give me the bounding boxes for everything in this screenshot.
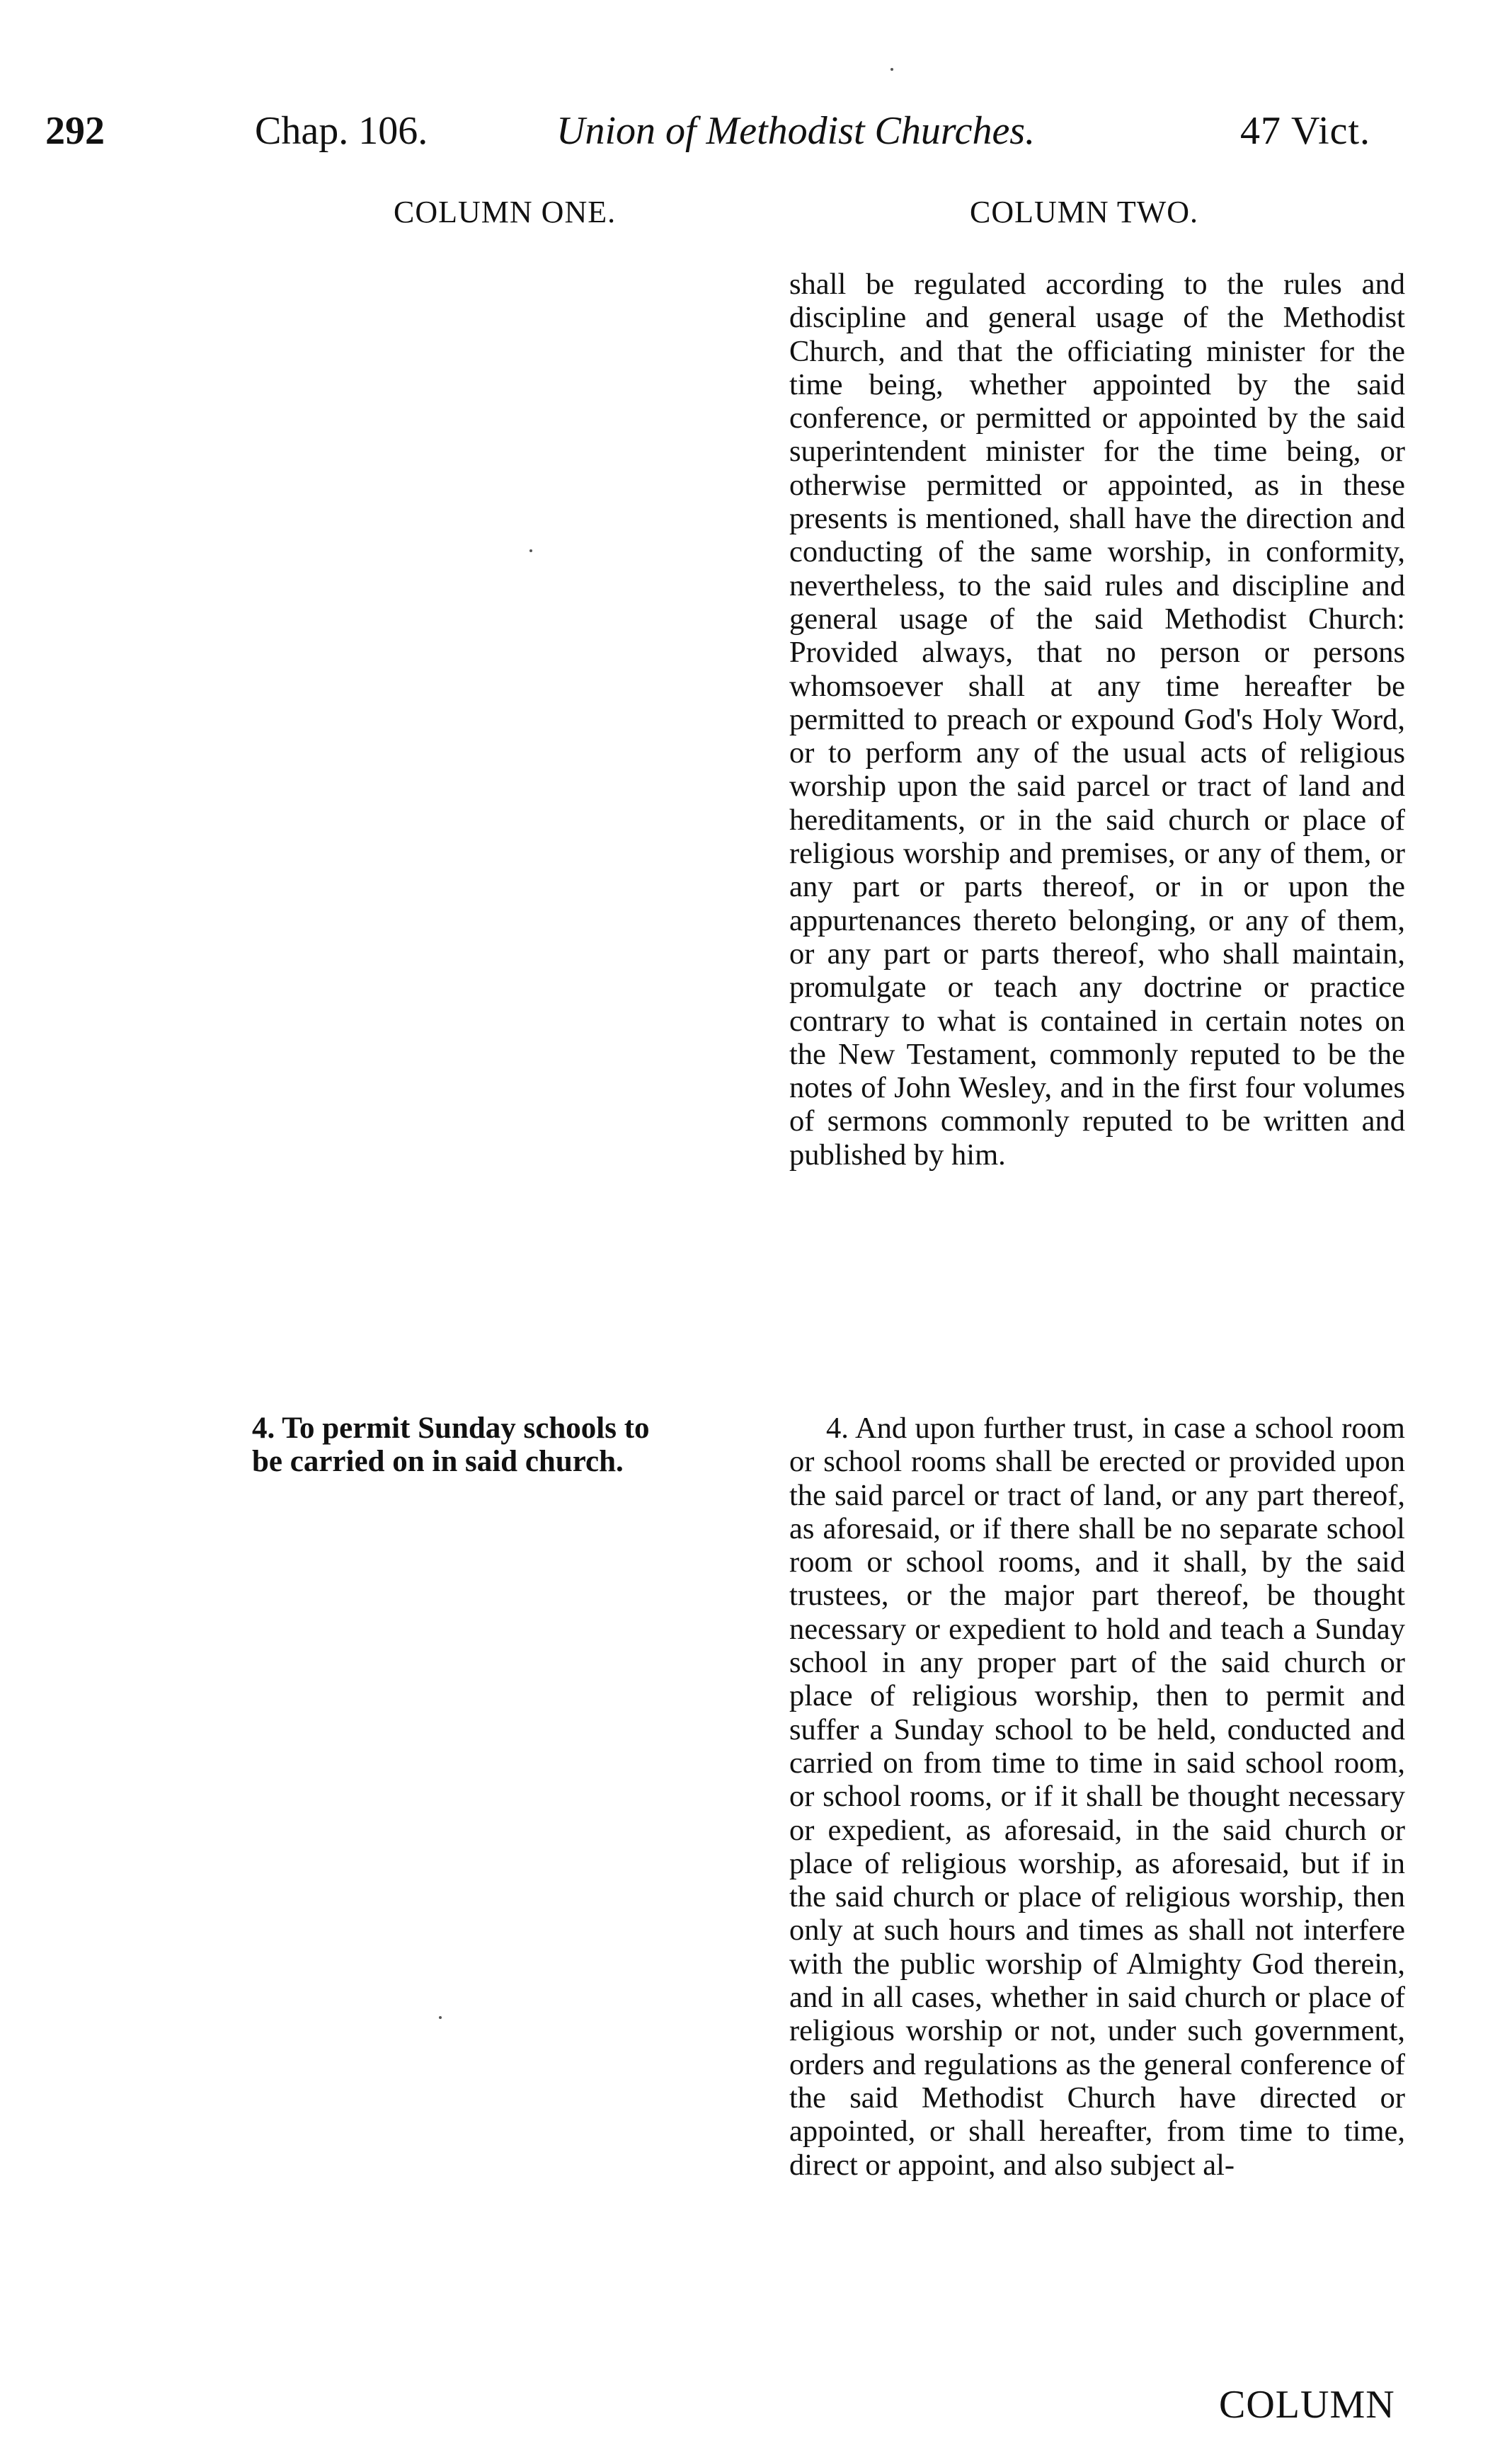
chapter-heading: Chap. 106. xyxy=(255,109,428,153)
marginal-note xyxy=(252,1412,790,1478)
catchword: COLUMN xyxy=(1219,2383,1395,2427)
regnal-year: 47 Vict. xyxy=(1240,109,1371,153)
print-speck xyxy=(890,68,893,71)
print-speck xyxy=(439,2016,442,2019)
marginal-note-line: 4. To permit Sunday schools to xyxy=(252,1412,650,1445)
paragraph-4: 4. And upon further trust, in case a school room or school rooms shall be erected or provided upon the said parcel or tract of land, or any part thereof, as aforesaid, or if there shall be no separate school room or school rooms, and it shall, by the said trustees, or the major part thereof, be thought necessary or expedient to hold and teach a Sunday school in any proper part of the said church or place of religious worship, then to permit and suffer a Sunday school to be held, conducted and carried on from time to time in said school room, or school rooms, or if it shall be thought necessary or expedient, as aforesaid, in the said church or place of religious worship, as aforesaid, but if in the said church or place of religious worship, then only at such hours and times as shall not interfere with the public worship of Almighty God therein, and in all cases, whether in said church or place of religious worship or not, under such government, orders and regulations as the general conference of the said Methodist Church have directed or appointed, or shall hereafter, from time to time, direct or appoint, and also subject al- xyxy=(789,1412,1405,2182)
column-one-heading: COLUMN ONE. xyxy=(394,195,617,229)
print-speck xyxy=(529,549,532,552)
page-number: 292 xyxy=(45,109,105,153)
paragraph-3-continuation: shall be regulated according to the rules and discipline and general usage of the Methodist Church, and that the officiating minister for the time being, whether appointed by the said conference, or permitted or appointed by the said superintendent minister for the time being, or otherwise permitted or appointed, as in these presents is mentioned, shall have the direction and conducting of the same worship, in conformity, nevertheless, to the said rules and discipline and general usage of the said Methodist Church: Provided always, that no person or persons whomsoever shall at any time hereafter be permitted to preach or expound God's Holy Word, or to perform any of the usual acts of religious worship upon the said parcel or tract of land and hereditaments, or in the said church or place of religious worship and premises, or any of them, or any part or parts thereof, or in or upon the appurtenances thereto belonging, or any of them, or any part or parts thereof, who shall maintain, promulgate or teach any doctrine or practice contrary to what is contained in certain notes on the New Testament, commonly reputed to be the notes of John Wesley, and in the first four volumes of sermons commonly reputed to be written and published by him. xyxy=(789,268,1405,1172)
running-title: Union of Methodist Churches. xyxy=(556,109,1036,153)
marginal-note-line: be carried on in said church. xyxy=(252,1445,624,1478)
column-two-heading: COLUMN TWO. xyxy=(970,195,1199,229)
